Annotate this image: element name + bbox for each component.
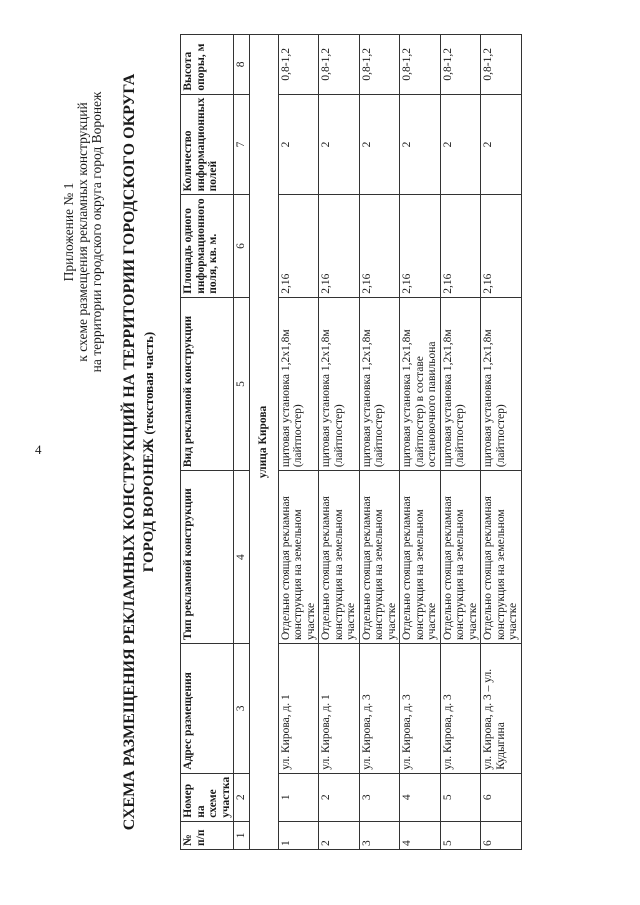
table-cell: щитовая установка 1,2х1,8м (лайтпостер) [319, 297, 360, 470]
header-cell: Площадь одного информационного поля, кв. м. [181, 195, 234, 297]
table-cell: Отдельно стоящая рекламная конструкция на земельном участке [440, 471, 481, 644]
table-cell: 2 [319, 773, 360, 821]
table-cell: 1 [278, 821, 319, 849]
table-cell: ул. Кирова, д. 1 [278, 644, 319, 774]
table-cell: 2 [278, 94, 319, 195]
appendix-line-2: к схеме размещения рекламных конструкций [75, 102, 90, 362]
table-row [440, 35, 481, 850]
section-row [249, 35, 278, 850]
table-cell: 2,16 [400, 195, 441, 297]
table-cell: 6 [481, 821, 522, 849]
title-city: ГОРОД ВОРОНЕЖ [141, 438, 157, 573]
table-cell: Отдельно стоящая рекламная конструкция на земельном участке [481, 471, 522, 644]
column-number: 4 [234, 471, 250, 644]
table-row [278, 35, 319, 850]
table-cell: 6 [481, 773, 522, 821]
table-cell: щитовая установка 1,2х1,8м (лайтпостер) [440, 297, 481, 470]
title-line-2 [139, 2, 159, 902]
table-cell: щитовая установка 1,2х1,8м (лайтпостер) [278, 297, 319, 470]
column-number: 6 [234, 195, 250, 297]
table-row [359, 35, 400, 850]
table-cell: 2 [400, 94, 441, 195]
table-cell: 0,8-1,2 [440, 35, 481, 95]
header-cell: Адрес размещения [181, 644, 234, 774]
header-cell: Тип рекламной конструкции [181, 471, 234, 644]
title-note: (текстовая часть) [141, 331, 156, 435]
table-cell: 2 [440, 94, 481, 195]
table-cell: 0,8-1,2 [481, 35, 522, 95]
table-cell: щитовая установка 1,2х1,8м (лайтпостер) [359, 297, 400, 470]
table-cell: 0,8-1,2 [278, 35, 319, 95]
table-cell: 2,16 [278, 195, 319, 297]
table-cell: Отдельно стоящая рекламная конструкция на земельном участке [359, 471, 400, 644]
header-cell: Количество информационных полей [181, 94, 234, 195]
table-row [319, 35, 360, 850]
column-number: 5 [234, 297, 250, 470]
table-cell: ул. Кирова, д. 3 [400, 644, 441, 774]
appendix-line-1: Приложение № 1 [61, 182, 76, 282]
table-cell: щитовая установка 1,2х1,8м (лайтпостер) в составе остановочного павильона [400, 297, 441, 470]
document-title [120, 2, 159, 902]
column-number: 7 [234, 94, 250, 195]
header-cell: Вид рекламной конструкции [181, 297, 234, 470]
table-cell: Отдельно стоящая рекламная конструкция на земельном участке [400, 471, 441, 644]
table-cell: 2,16 [319, 195, 360, 297]
table-cell: 5 [440, 773, 481, 821]
table-cell: 2 [319, 821, 360, 849]
column-number: 8 [234, 35, 250, 95]
table-cell: ул. Кирова, д. 3 [440, 644, 481, 774]
table-cell: ул. Кирова, д. 3 [359, 644, 400, 774]
table-cell: щитовая установка 1,2х1,8м (лайтпостер) [481, 297, 522, 470]
table-cell: 0,8-1,2 [400, 35, 441, 95]
table-cell: 2,16 [481, 195, 522, 297]
placement-table [180, 34, 522, 850]
table-cell: 2 [359, 94, 400, 195]
header-cell: Номер на схеме участка [181, 773, 234, 821]
appendix-line-3: на территории городского округа город Воронеж [89, 91, 104, 373]
table-cell: 4 [400, 773, 441, 821]
header-row [181, 35, 234, 850]
table-cell: ул. Кирова, д. 1 [319, 644, 360, 774]
table-cell: ул. Кирова, д. 3 – ул. Кудыгина [481, 644, 522, 774]
table-cell: 1 [278, 773, 319, 821]
column-number: 2 [234, 773, 250, 821]
page-number: 4 [35, 442, 42, 457]
column-number-row [234, 35, 250, 850]
table-cell: 2,16 [440, 195, 481, 297]
table-cell: 2,16 [359, 195, 400, 297]
title-line-1: СХЕМА РАЗМЕЩЕНИЯ РЕКЛАМНЫХ КОНСТРУКЦИЙ НА ТЕРРИТОРИИ ГОРОДСКОГО ОКРУГА [121, 73, 138, 831]
column-number: 3 [234, 644, 250, 774]
table-cell: Отдельно стоящая рекламная конструкция на земельном участке [278, 471, 319, 644]
table-cell: 3 [359, 821, 400, 849]
appendix-note [62, 52, 104, 412]
section-title: улица Кирова [249, 35, 278, 850]
document-sheet [20, 2, 630, 902]
table-cell: 3 [359, 773, 400, 821]
table-cell: Отдельно стоящая рекламная конструкция на земельном участке [319, 471, 360, 644]
table-row [481, 35, 522, 850]
table-cell: 5 [440, 821, 481, 849]
header-cell: Высота опоры, м [181, 35, 234, 95]
header-cell: № п/п [181, 821, 234, 849]
table-cell: 0,8-1,2 [359, 35, 400, 95]
table-cell: 2 [319, 94, 360, 195]
table-cell: 0,8-1,2 [319, 35, 360, 95]
table-cell: 4 [400, 821, 441, 849]
column-number: 1 [234, 821, 250, 849]
table-cell: 2 [481, 94, 522, 195]
table-row [400, 35, 441, 850]
